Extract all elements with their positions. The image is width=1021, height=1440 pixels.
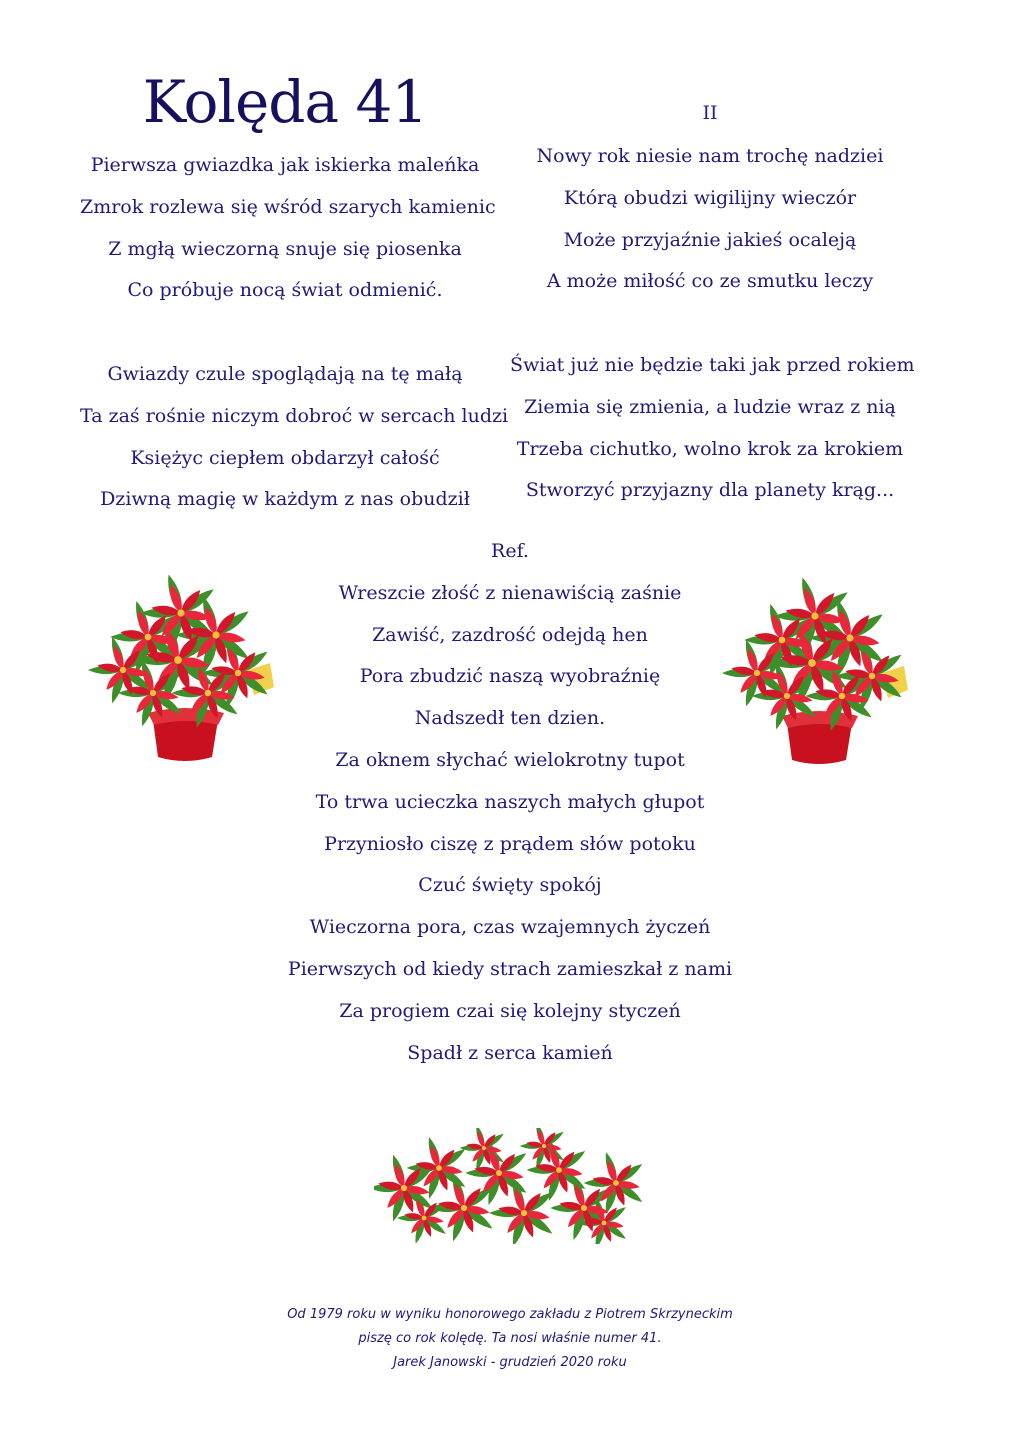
verse-line: Co próbuje nocą świat odmienić. <box>127 279 443 302</box>
verse-line: Ta zaś rośnie niczym dobroć w sercach ludzi <box>80 404 509 427</box>
verse-line: Zawiść, zazdrość odejdą hen <box>372 623 648 646</box>
verse-line: Pierwszych od kiedy strach zamieszkał z nami <box>287 957 733 980</box>
stanza-3 <box>510 136 910 303</box>
author-note-line: piszę co rok kolędę. Ta nosi właśnie numer 41. <box>358 1331 662 1346</box>
signature: Jarek Janowski - grudzień 2020 roku <box>393 1355 627 1370</box>
refrain <box>260 531 760 1074</box>
verse-line: Którą obudzi wigilijny wieczór <box>563 186 857 209</box>
author-note-line: Od 1979 roku w wyniku honorowego zakładu z Piotrem Skrzyneckim <box>287 1307 733 1322</box>
verse-line: Ziemia się zmienia, a ludzie wraz z nią <box>524 395 896 418</box>
verse-line: Zmrok rozlewa się wśród szarych kamienic <box>80 195 496 218</box>
poinsettia-row-image <box>374 1128 646 1244</box>
poinsettia-pot-left-image <box>78 575 284 765</box>
verse-line: Dziwną magię w każdym z nas obudził <box>100 488 470 511</box>
verse-line: Spadł z serca kamień <box>407 1041 613 1064</box>
verse-line: Trzeba cichutko, wolno krok za krokiem <box>516 437 904 460</box>
verse-line: Gwiazdy czule spoglądają na tę małą <box>107 363 463 385</box>
poinsettia-pot-right-image <box>712 578 918 768</box>
verse-line: Stworzyć przyjazny dla planety krąg... <box>525 479 895 502</box>
verse-line: Księżyc ciepłem obdarzył całość <box>130 446 440 469</box>
verse-line: Za oknem słychać wielokrotny tupot <box>335 748 685 771</box>
stanza-1 <box>80 145 496 312</box>
verse-line: Nowy rok niesie nam trochę nadziei <box>536 145 884 167</box>
verse-line: Może przyjaźnie jakieś ocaleją <box>563 228 857 251</box>
part-two-marker: II <box>702 102 718 124</box>
verse-line: Pora zbudzić naszą wyobraźnię <box>359 665 661 688</box>
verse-line: Wieczorna pora, czas wzajemnych życzeń <box>309 916 711 939</box>
stanza-4 <box>510 345 915 512</box>
verse-line: Za progiem czai się kolejny styczeń <box>339 999 681 1022</box>
verse-line: A może miłość co ze smutku leczy <box>546 270 874 293</box>
verse-line: To trwa ucieczka naszych małych głupot <box>315 790 705 813</box>
author-note <box>210 1303 810 1375</box>
poem-title: Kolęda 41 <box>142 68 428 136</box>
stanza-2 <box>80 354 509 521</box>
verse-line: Świat już nie będzie taki jak przed rokiem <box>510 354 915 376</box>
refrain-label: Ref. <box>491 540 529 562</box>
verse-line: Przyniosło ciszę z prądem słów potoku <box>324 832 696 855</box>
verse-line: Czuć święty spokój <box>418 874 602 897</box>
verse-line: Wreszcie złość z nienawiścią zaśnie <box>338 581 682 604</box>
verse-line: Z mgłą wieczorną snuje się piosenka <box>108 237 462 260</box>
verse-line: Nadszedł ten dzien. <box>414 707 606 730</box>
verse-line: Pierwsza gwiazdka jak iskierka maleńka <box>90 154 480 176</box>
